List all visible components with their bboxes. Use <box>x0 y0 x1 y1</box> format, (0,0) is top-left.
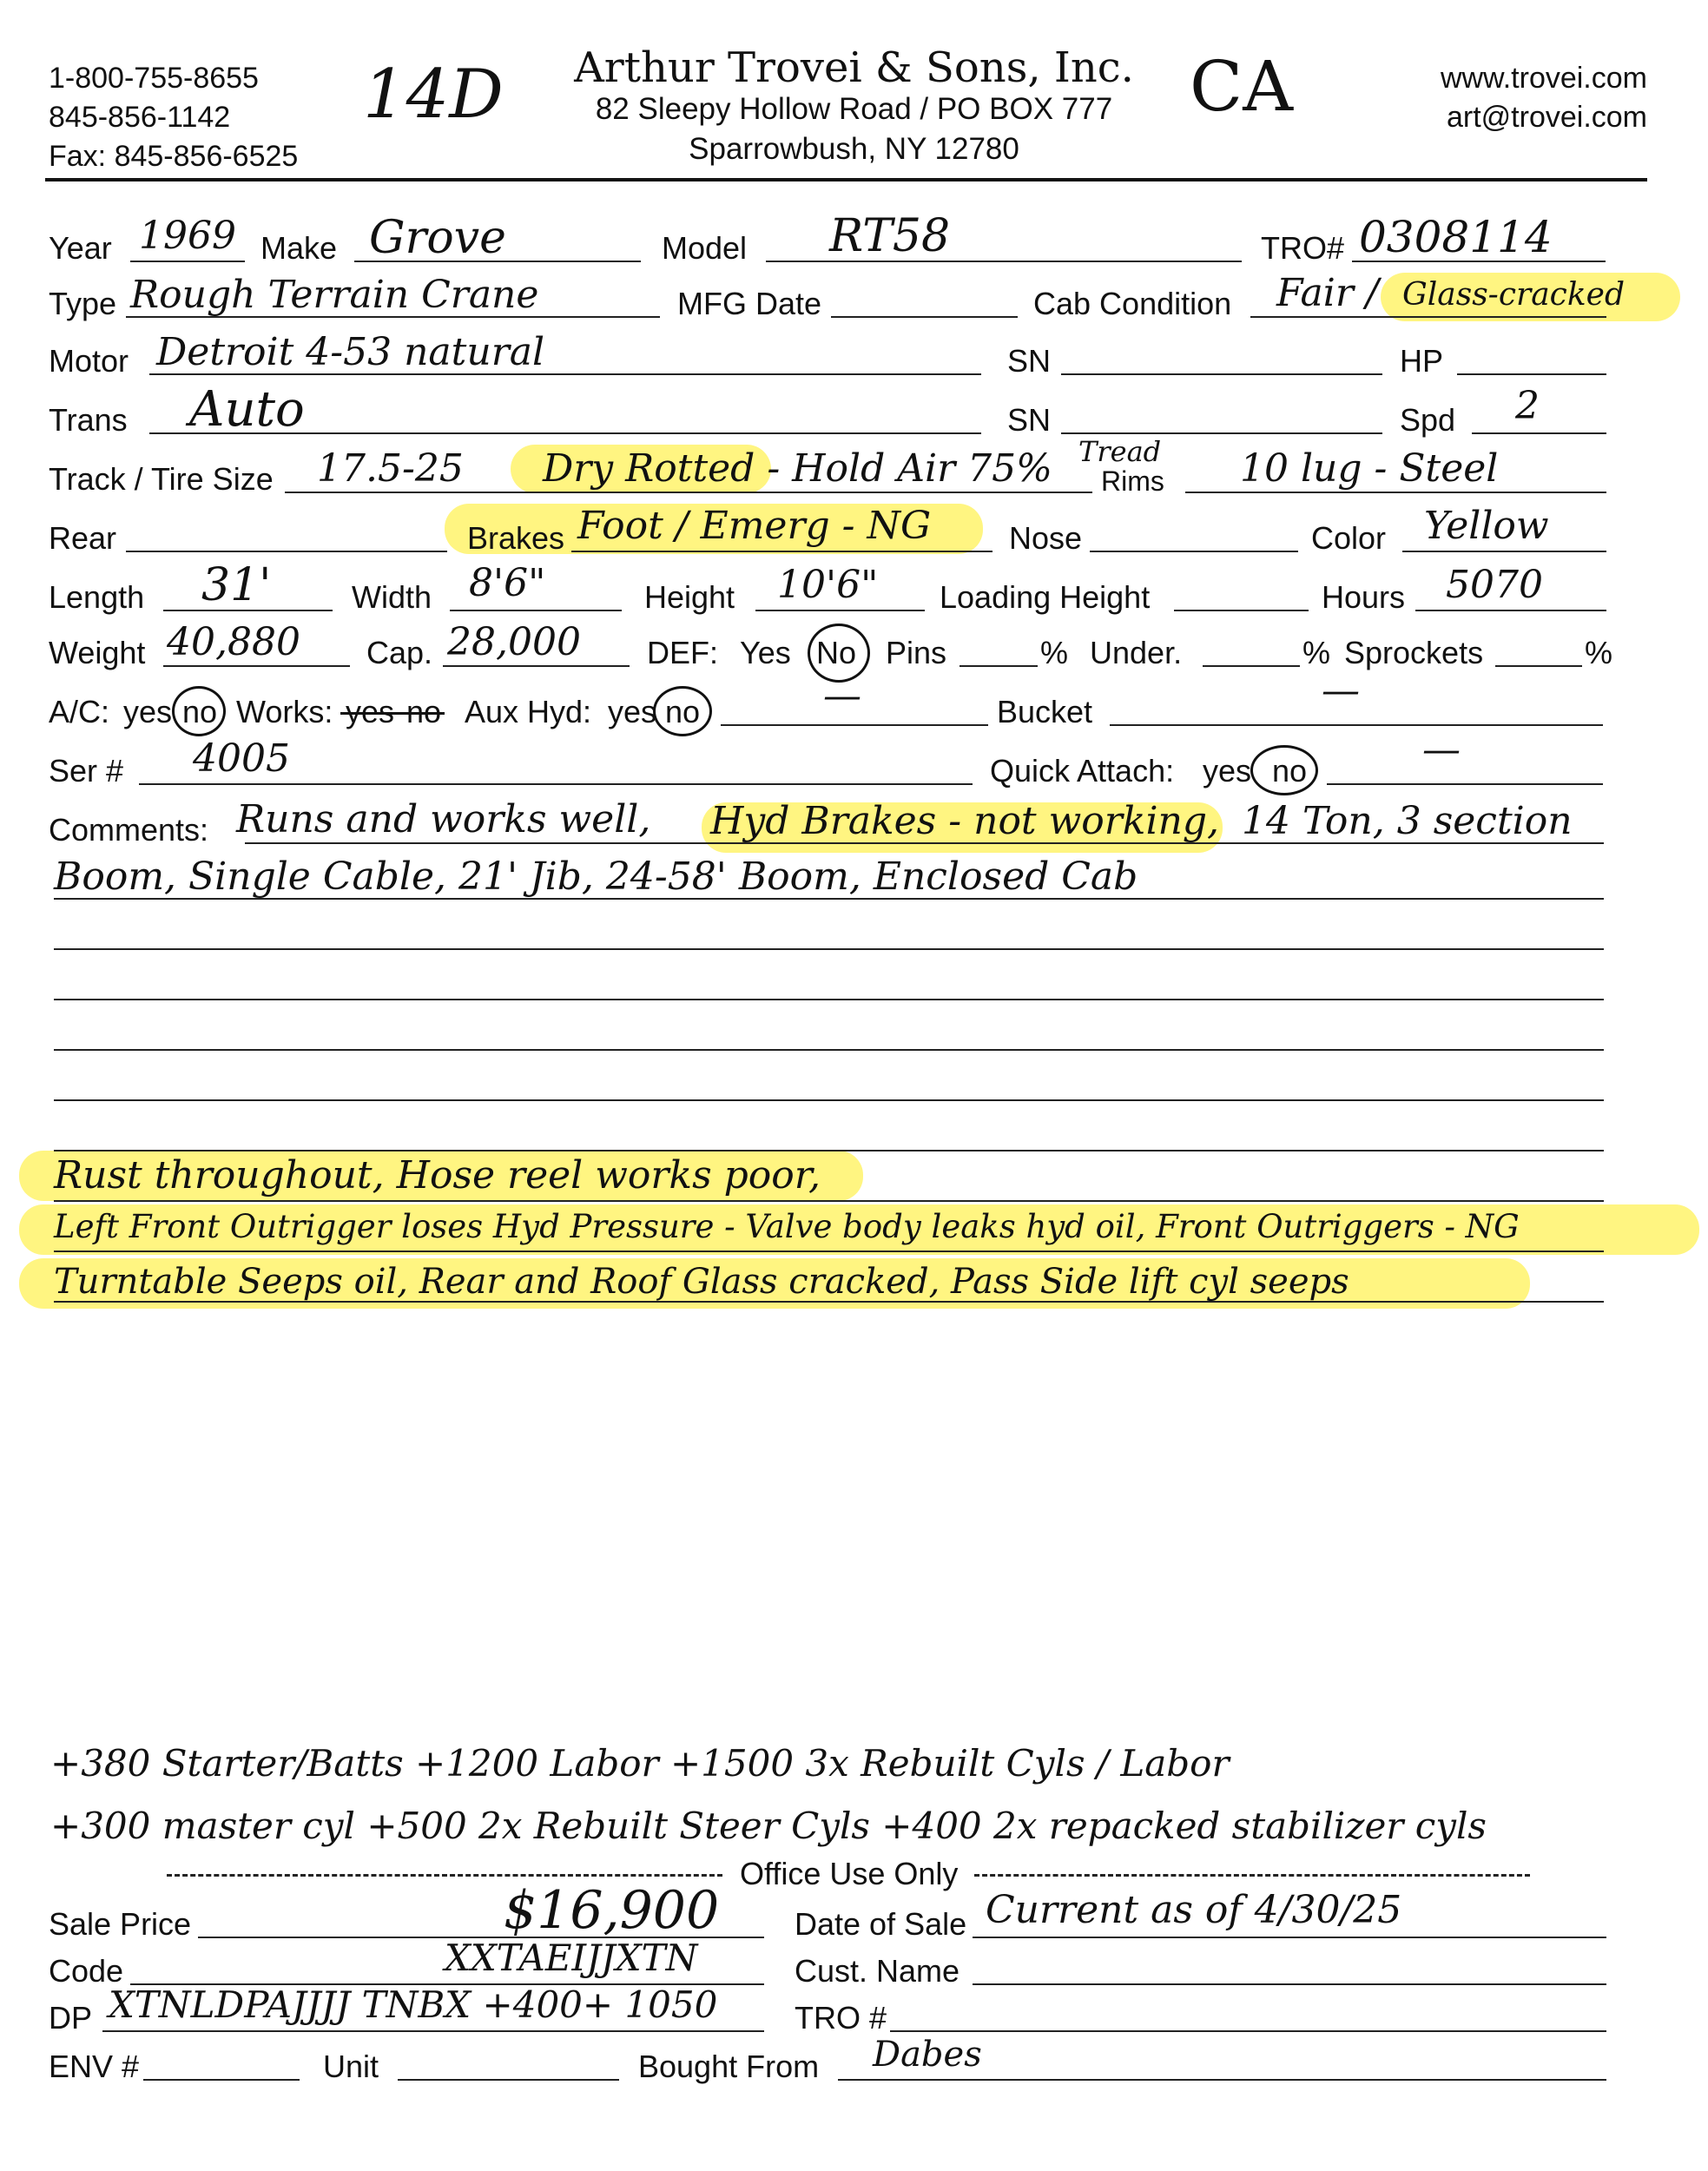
trans-label: Trans <box>49 402 128 438</box>
phone-2: 845-856-1142 <box>49 101 231 134</box>
def-label: DEF: <box>647 635 719 670</box>
sprockets-label: Sprockets <box>1344 635 1484 670</box>
under-field[interactable] <box>1203 665 1300 667</box>
nose-label: Nose <box>1009 520 1083 556</box>
motor-sn-field[interactable] <box>1061 373 1382 375</box>
trans-value: Auto <box>189 381 305 438</box>
rims-label: Rims <box>1101 465 1164 497</box>
tro-hash-field[interactable] <box>890 2030 1606 2032</box>
company-name: Arthur Trovei & Sons, Inc. <box>574 43 1134 92</box>
bought-from-value: Dabes <box>873 2035 982 2075</box>
hp-field[interactable] <box>1457 373 1606 375</box>
header-rule <box>45 178 1647 181</box>
trans-sn-label: SN <box>1007 402 1052 438</box>
comment-text-1: Runs and works well, <box>236 797 651 841</box>
cab-condition-label: Cab Condition <box>1033 286 1232 321</box>
contact-web <box>1441 59 1647 137</box>
quick-attach-field[interactable] <box>1327 783 1603 785</box>
pins-field[interactable] <box>960 665 1038 667</box>
tire-size-value: 17.5-25 <box>317 446 464 491</box>
aux-hyd-label: Aux Hyd: <box>465 694 592 729</box>
rear-field[interactable] <box>126 551 447 552</box>
cab-condition-value-2: Glass-cracked <box>1402 277 1626 313</box>
fax-number: Fax: 845-856-6525 <box>49 140 299 173</box>
comments-line-9[interactable] <box>54 1250 1604 1252</box>
ac-no-circle <box>172 686 226 736</box>
date-of-sale-label: Date of Sale <box>795 1906 967 1942</box>
cab-condition-field[interactable] <box>1250 316 1606 318</box>
sprockets-pct: % <box>1585 635 1613 670</box>
website-link[interactable]: www.trovei.com <box>1440 62 1647 95</box>
tro-label: TRO# <box>1261 230 1345 266</box>
def-no-option[interactable]: No <box>816 635 857 670</box>
bought-from-label: Bought From <box>638 2049 820 2084</box>
mfg-date-field[interactable] <box>831 316 1018 318</box>
brakes-label: Brakes <box>467 520 565 556</box>
works-strikethrough <box>340 712 445 715</box>
type-label: Type <box>49 286 117 321</box>
weight-label: Weight <box>49 635 146 670</box>
cab-condition-value-1: Fair / <box>1276 271 1379 315</box>
track-tire-field[interactable] <box>285 492 1092 493</box>
quick-attach-dash: — <box>1422 728 1461 772</box>
height-label: Height <box>644 579 735 615</box>
cost-line-1: +380 Starter/Batts +1200 Labor +1500 3x Rebuilt Cyls / Labor <box>50 1742 1230 1785</box>
height-value: 10'6" <box>777 563 879 607</box>
length-label: Length <box>49 579 145 615</box>
make-label: Make <box>260 230 338 266</box>
cust-name-field[interactable] <box>973 1983 1606 1985</box>
note-text-1: Rust throughout, Hose reel works poor, <box>54 1153 821 1198</box>
spd-value: 2 <box>1515 384 1540 428</box>
comments-line-8[interactable] <box>54 1200 1604 1202</box>
model-label: Model <box>662 230 748 266</box>
unit-field[interactable] <box>398 2079 619 2081</box>
dp-label: DP <box>49 2000 93 2036</box>
bucket-field[interactable] <box>1110 724 1603 726</box>
comment-text-4: Boom, Single Cable, 21' Jib, 24-58' Boom, Enclosed Cab <box>54 855 1138 899</box>
date-of-sale-field[interactable] <box>973 1937 1606 1938</box>
make-value: Grove <box>369 212 506 264</box>
brakes-value: Foot / Emerg - NG <box>577 504 932 548</box>
comments-line-3[interactable] <box>54 948 1604 950</box>
rear-label: Rear <box>49 520 117 556</box>
comment-text-3: 14 Ton, 3 section <box>1242 799 1573 843</box>
comment-text-2: Hyd Brakes - not working, <box>710 799 1220 843</box>
spd-label: Spd <box>1400 402 1456 438</box>
dp-value: XTNLDPAJJJJ TNBX +400+ 1050 <box>109 1983 718 2026</box>
bought-from-field[interactable] <box>838 2079 1606 2081</box>
dp-field[interactable] <box>102 2030 764 2032</box>
comments-line-7[interactable] <box>54 1150 1604 1151</box>
comments-line-6[interactable] <box>54 1099 1604 1101</box>
width-field[interactable] <box>450 610 622 611</box>
aux-hyd-dash: — <box>823 674 861 718</box>
year-label: Year <box>49 230 112 266</box>
color-label: Color <box>1311 520 1387 556</box>
cap-field[interactable] <box>443 665 630 667</box>
aux-hyd-no-option[interactable]: no <box>665 694 701 729</box>
track-tire-label: Track / Tire Size <box>49 461 274 497</box>
pins-pct: % <box>1040 635 1069 670</box>
model-value: RT58 <box>829 210 951 262</box>
works-yes-option[interactable]: yes <box>346 694 395 729</box>
ac-yes-option[interactable]: yes <box>123 694 173 729</box>
works-no-option[interactable]: no <box>406 694 442 729</box>
office-divider-right <box>974 1874 1530 1877</box>
height-field[interactable] <box>755 610 925 611</box>
year-field[interactable] <box>130 261 245 262</box>
quick-attach-yes-option[interactable]: yes <box>1203 753 1252 789</box>
rims-field[interactable] <box>1185 492 1606 493</box>
comments-line-4[interactable] <box>54 999 1604 1000</box>
comments-label: Comments: <box>49 812 209 848</box>
tro-value: 0308114 <box>1359 212 1553 262</box>
tread-label: Tread <box>1078 435 1162 468</box>
hp-label: HP <box>1400 343 1444 379</box>
rims-value: 10 lug - Steel <box>1240 446 1499 491</box>
ser-field[interactable] <box>139 783 973 785</box>
cost-line-2: +300 master cyl +500 2x Rebuilt Steer Cyls +400 2x repacked stabilizer cyls <box>50 1805 1487 1847</box>
unit-label: Unit <box>323 2049 379 2084</box>
aux-hyd-no-circle <box>653 686 712 736</box>
width-value: 8'6" <box>469 561 546 605</box>
quick-attach-label: Quick Attach: <box>990 753 1175 789</box>
bucket-dash: — <box>1322 669 1360 713</box>
hours-value: 5070 <box>1446 563 1543 607</box>
works-label: Works: <box>236 694 333 729</box>
hours-label: Hours <box>1322 579 1406 615</box>
code-label: Code <box>49 1953 124 1989</box>
under-pct: % <box>1302 635 1331 670</box>
code-value: XXTAEIJJXTN <box>445 1937 698 1979</box>
motor-label: Motor <box>49 343 129 379</box>
loading-height-field[interactable] <box>1174 610 1309 611</box>
cust-name-label: Cust. Name <box>795 1953 960 1989</box>
tro-hash-label: TRO # <box>795 2000 887 2036</box>
handwritten-stock-code: 14D <box>363 56 504 134</box>
env-field[interactable] <box>143 2079 300 2081</box>
company-address-1: 82 Sleepy Hollow Road / PO BOX 777 <box>595 92 1113 126</box>
loading-height-label: Loading Height <box>940 579 1151 615</box>
spd-field[interactable] <box>1472 432 1606 434</box>
ac-no-option[interactable]: no <box>182 694 218 729</box>
color-field[interactable] <box>1402 551 1606 552</box>
note-text-3: Turntable Seeps oil, Rear and Roof Glass cracked, Pass Side lift cyl seeps <box>54 1262 1349 1302</box>
sale-price-label: Sale Price <box>49 1906 192 1942</box>
cap-value: 28,000 <box>447 620 581 664</box>
note-text-2: Left Front Outrigger loses Hyd Pressure - Valve body leaks hyd oil, Front Outriggers - NG <box>54 1208 1520 1245</box>
office-use-label: Office Use Only <box>740 1856 959 1891</box>
pins-label: Pins <box>886 635 947 670</box>
email-link[interactable]: art@trovei.com <box>1446 101 1647 134</box>
aux-hyd-yes-option[interactable]: yes <box>608 694 657 729</box>
year-value: 1969 <box>139 214 236 258</box>
weight-value: 40,880 <box>167 620 300 664</box>
aux-hyd-field[interactable] <box>721 724 988 726</box>
weight-field[interactable] <box>163 665 350 667</box>
def-yes-option[interactable]: Yes <box>740 635 791 670</box>
cap-label: Cap. <box>366 635 433 670</box>
width-label: Width <box>352 579 432 615</box>
ser-label: Ser # <box>49 753 124 789</box>
under-label: Under. <box>1090 635 1183 670</box>
quick-attach-no-circle <box>1250 745 1318 795</box>
office-divider-left <box>167 1874 722 1877</box>
phone-1: 1-800-755-8655 <box>49 62 259 95</box>
bucket-label: Bucket <box>997 694 1093 729</box>
trans-sn-field[interactable] <box>1061 432 1382 434</box>
sprockets-field[interactable] <box>1495 665 1582 667</box>
env-label: ENV # <box>49 2049 140 2084</box>
brakes-field[interactable] <box>571 551 992 552</box>
length-value: 31' <box>201 559 272 611</box>
date-of-sale-value: Current as of 4/30/25 <box>986 1888 1402 1932</box>
handwritten-state: CA <box>1190 46 1293 127</box>
motor-sn-label: SN <box>1007 343 1052 379</box>
type-value: Rough Terrain Crane <box>130 273 539 317</box>
company-address-2: Sparrowbush, NY 12780 <box>689 132 1019 166</box>
quick-attach-no-option[interactable]: no <box>1272 753 1308 789</box>
hours-field[interactable] <box>1415 610 1606 611</box>
color-value: Yellow <box>1424 504 1549 548</box>
comments-line-5[interactable] <box>54 1049 1604 1051</box>
ac-label: A/C: <box>49 694 110 729</box>
motor-value: Detroit 4-53 natural <box>156 330 545 374</box>
sale-price-value: $16,900 <box>504 1880 720 1941</box>
tire-condition-value: Dry Rotted - Hold Air 75% <box>543 446 1052 491</box>
mfg-date-label: MFG Date <box>677 286 822 321</box>
nose-field[interactable] <box>1090 551 1298 552</box>
ser-value: 4005 <box>193 736 290 781</box>
